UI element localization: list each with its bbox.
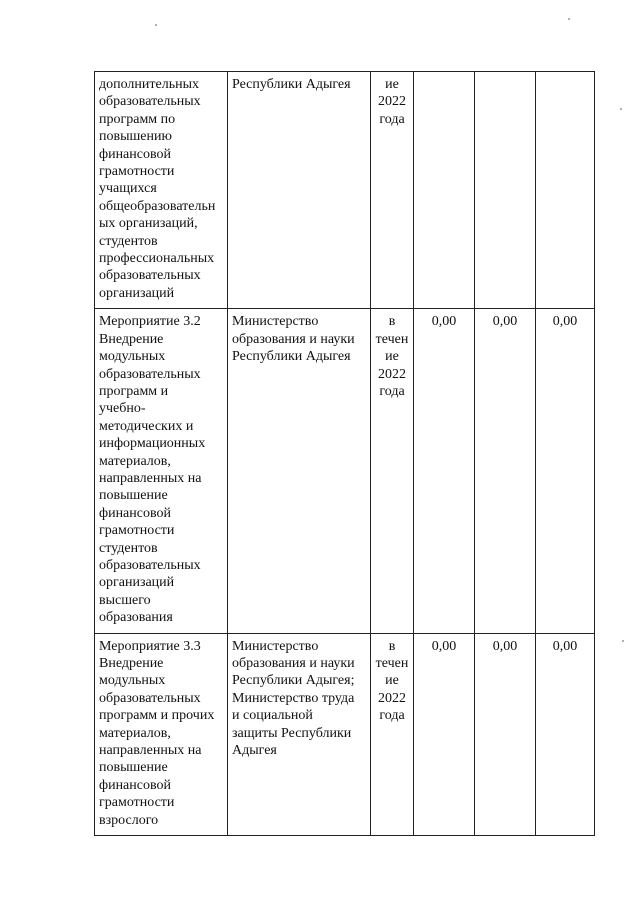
executor-cell: Министерство образования и науки Республики Адыгея [228,309,371,633]
value-cell-1: 0,00 [414,309,475,633]
value-cell-1: 0,00 [414,633,475,835]
term-cell: ие 2022 года [371,72,414,309]
value-cell-3: 0,00 [536,633,595,835]
term-cell: в течен ие 2022 года [371,633,414,835]
measure-name-cell: дополнительных образовательных программ по повышению финансовой грамотности учащихся общеобразовательн ых организаций, студентов профессиональных образовательных организаций [95,72,228,309]
value-cell-3: 0,00 [536,309,595,633]
value-cell-1 [414,72,475,309]
value-cell-3 [536,72,595,309]
measures-table [94,71,595,836]
table-row [95,309,595,633]
scan-speck [620,108,622,110]
measure-name-cell: Мероприятие 3.3 Внедрение модульных образовательных программ и прочих материалов, направленных на повышение финансовой грамотности взрослого [95,633,228,835]
value-cell-2: 0,00 [475,633,536,835]
table-row [95,72,595,309]
term-cell: в течен ие 2022 года [371,309,414,633]
value-cell-2 [475,72,536,309]
table-row [95,633,595,835]
scan-speck [622,640,624,642]
measure-name-cell: Мероприятие 3.2 Внедрение модульных образовательных программ и учебно- методических и информационных материалов, направленных на повышение финансовой грамотности студентов образовательных организаций высшего образования [95,309,228,633]
executor-cell: Республики Адыгея [228,72,371,309]
executor-cell: Министерство образования и науки Республики Адыгея; Министерство труда и социальной защиты Республики Адыгея [228,633,371,835]
scan-speck [155,24,157,26]
scan-speck [568,18,570,20]
value-cell-2: 0,00 [475,309,536,633]
